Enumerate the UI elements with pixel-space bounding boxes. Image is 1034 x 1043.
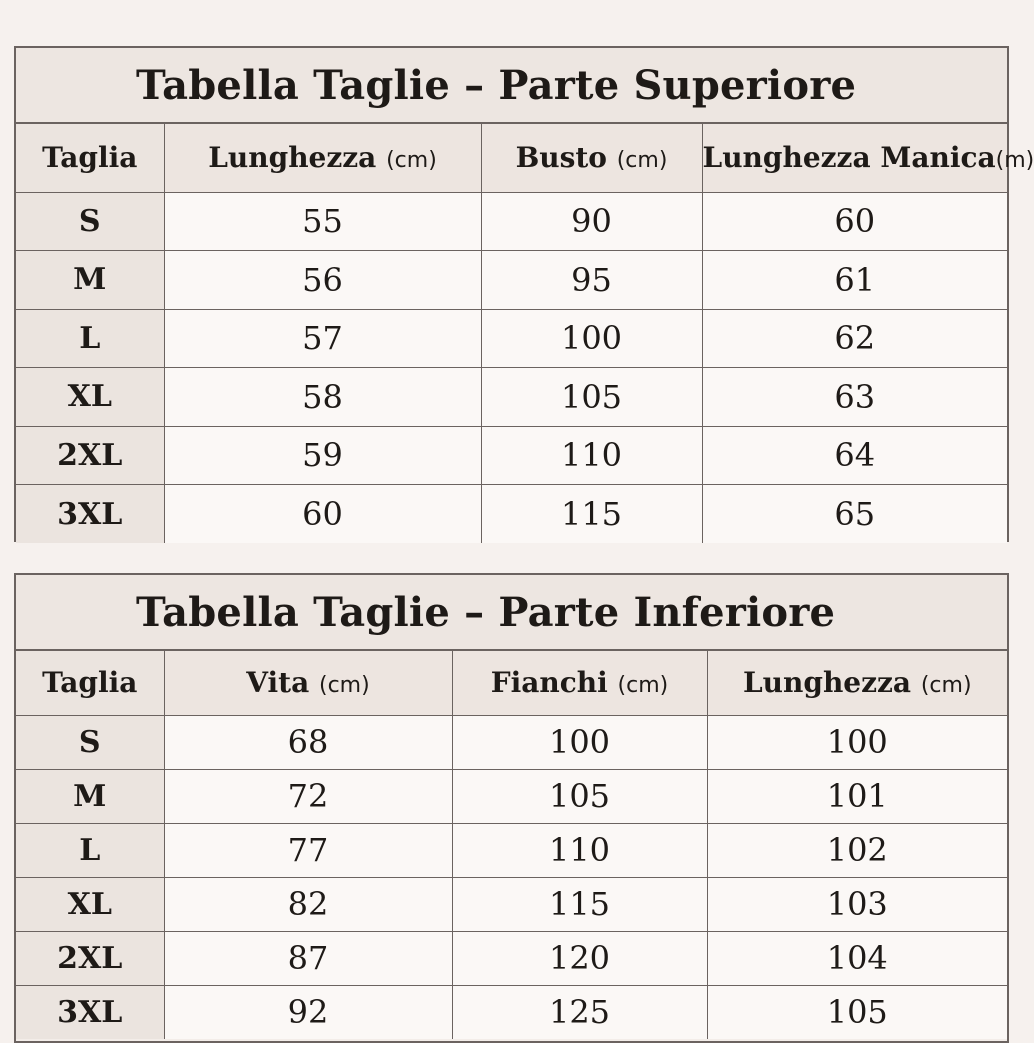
lower-header-waist xyxy=(164,651,452,715)
header-label: Busto xyxy=(515,141,607,175)
measurement-cell: 100 xyxy=(707,715,1007,769)
table-row xyxy=(16,931,1007,985)
upper-size-table xyxy=(14,46,1034,542)
header-unit: (cm) xyxy=(920,673,972,699)
measurement-cell: 102 xyxy=(707,823,1007,877)
lower-table-body xyxy=(16,715,1007,1039)
table-row xyxy=(16,877,1007,931)
lower-header-length xyxy=(707,651,1007,715)
size-label-cell: M xyxy=(16,769,164,823)
table-row xyxy=(16,192,1007,251)
measurement-cell: 105 xyxy=(481,368,702,427)
measurement-cell: 92 xyxy=(164,985,452,1039)
table-row xyxy=(16,426,1007,485)
size-label-cell: S xyxy=(16,715,164,769)
upper-table-title: Tabella Taglie – Parte Superiore xyxy=(136,61,857,109)
size-label-cell: 2XL xyxy=(16,931,164,985)
measurement-cell: 125 xyxy=(452,985,707,1039)
header-unit: (cm) xyxy=(617,673,669,699)
measurement-cell: 60 xyxy=(164,485,481,544)
size-label-cell: 2XL xyxy=(16,426,164,485)
measurement-cell: 100 xyxy=(452,715,707,769)
upper-header-row xyxy=(16,124,1007,192)
header-label: Lunghezza Manica xyxy=(702,141,996,175)
upper-title-row xyxy=(16,48,1007,124)
measurement-cell: 63 xyxy=(702,368,1007,427)
measurement-cell: 60 xyxy=(702,192,1007,251)
size-label-cell: XL xyxy=(16,877,164,931)
size-label-cell: L xyxy=(16,309,164,368)
table-row xyxy=(16,769,1007,823)
table-row xyxy=(16,823,1007,877)
lower-title-row xyxy=(16,575,1007,651)
header-label: Taglia xyxy=(42,666,138,700)
measurement-cell: 59 xyxy=(164,426,481,485)
measurement-cell: 61 xyxy=(702,251,1007,310)
size-label-cell: 3XL xyxy=(16,985,164,1039)
header-label: Fianchi xyxy=(490,666,608,700)
measurement-cell: 95 xyxy=(481,251,702,310)
header-unit: (cm) xyxy=(386,148,437,174)
measurement-cell: 110 xyxy=(481,426,702,485)
lower-grid xyxy=(16,651,1007,1039)
table-row xyxy=(16,715,1007,769)
header-label: Lunghezza xyxy=(208,141,377,175)
measurement-cell: 104 xyxy=(707,931,1007,985)
lower-header-size xyxy=(16,651,164,715)
measurement-cell: 64 xyxy=(702,426,1007,485)
measurement-cell: 68 xyxy=(164,715,452,769)
lower-table-title: Tabella Taglie – Parte Inferiore xyxy=(136,588,836,636)
lower-header-hips xyxy=(452,651,707,715)
lower-header-row xyxy=(16,651,1007,715)
upper-header-length xyxy=(164,124,481,192)
measurement-cell: 56 xyxy=(164,251,481,310)
lower-size-table xyxy=(14,573,1009,1043)
table-row xyxy=(16,985,1007,1039)
measurement-cell: 110 xyxy=(452,823,707,877)
table-row xyxy=(16,368,1007,427)
size-label-cell: XL xyxy=(16,368,164,427)
size-label-cell: M xyxy=(16,251,164,310)
measurement-cell: 90 xyxy=(481,192,702,251)
measurement-cell: 105 xyxy=(707,985,1007,1039)
upper-header-size xyxy=(16,124,164,192)
upper-grid xyxy=(16,124,1034,543)
measurement-cell: 72 xyxy=(164,769,452,823)
measurement-cell: 58 xyxy=(164,368,481,427)
header-label: Taglia xyxy=(42,141,138,175)
table-row xyxy=(16,309,1007,368)
header-label: Lunghezza xyxy=(742,666,912,700)
measurement-cell: 101 xyxy=(707,769,1007,823)
table-row xyxy=(16,251,1007,310)
measurement-cell: 120 xyxy=(452,931,707,985)
measurement-cell: 105 xyxy=(452,769,707,823)
header-label: Vita xyxy=(246,666,310,700)
measurement-cell: 77 xyxy=(164,823,452,877)
table-row xyxy=(16,485,1007,544)
header-unit: (cm) xyxy=(319,673,370,699)
measurement-cell: 100 xyxy=(481,309,702,368)
measurement-cell: 87 xyxy=(164,931,452,985)
header-unit: (cm) xyxy=(616,148,668,174)
measurement-cell: 115 xyxy=(452,877,707,931)
measurement-cell: 65 xyxy=(702,485,1007,544)
size-label-cell: L xyxy=(16,823,164,877)
measurement-cell: 103 xyxy=(707,877,1007,931)
upper-table-body xyxy=(16,192,1007,543)
size-label-cell: S xyxy=(16,192,164,251)
measurement-cell: 115 xyxy=(481,485,702,544)
size-label-cell: 3XL xyxy=(16,485,164,544)
measurement-cell: 62 xyxy=(702,309,1007,368)
upper-header-chest xyxy=(481,124,702,192)
header-unit: (m) xyxy=(995,148,1034,174)
measurement-cell: 57 xyxy=(164,309,481,368)
measurement-cell: 82 xyxy=(164,877,452,931)
upper-header-sleeve xyxy=(702,124,1034,192)
measurement-cell: 55 xyxy=(164,192,481,251)
